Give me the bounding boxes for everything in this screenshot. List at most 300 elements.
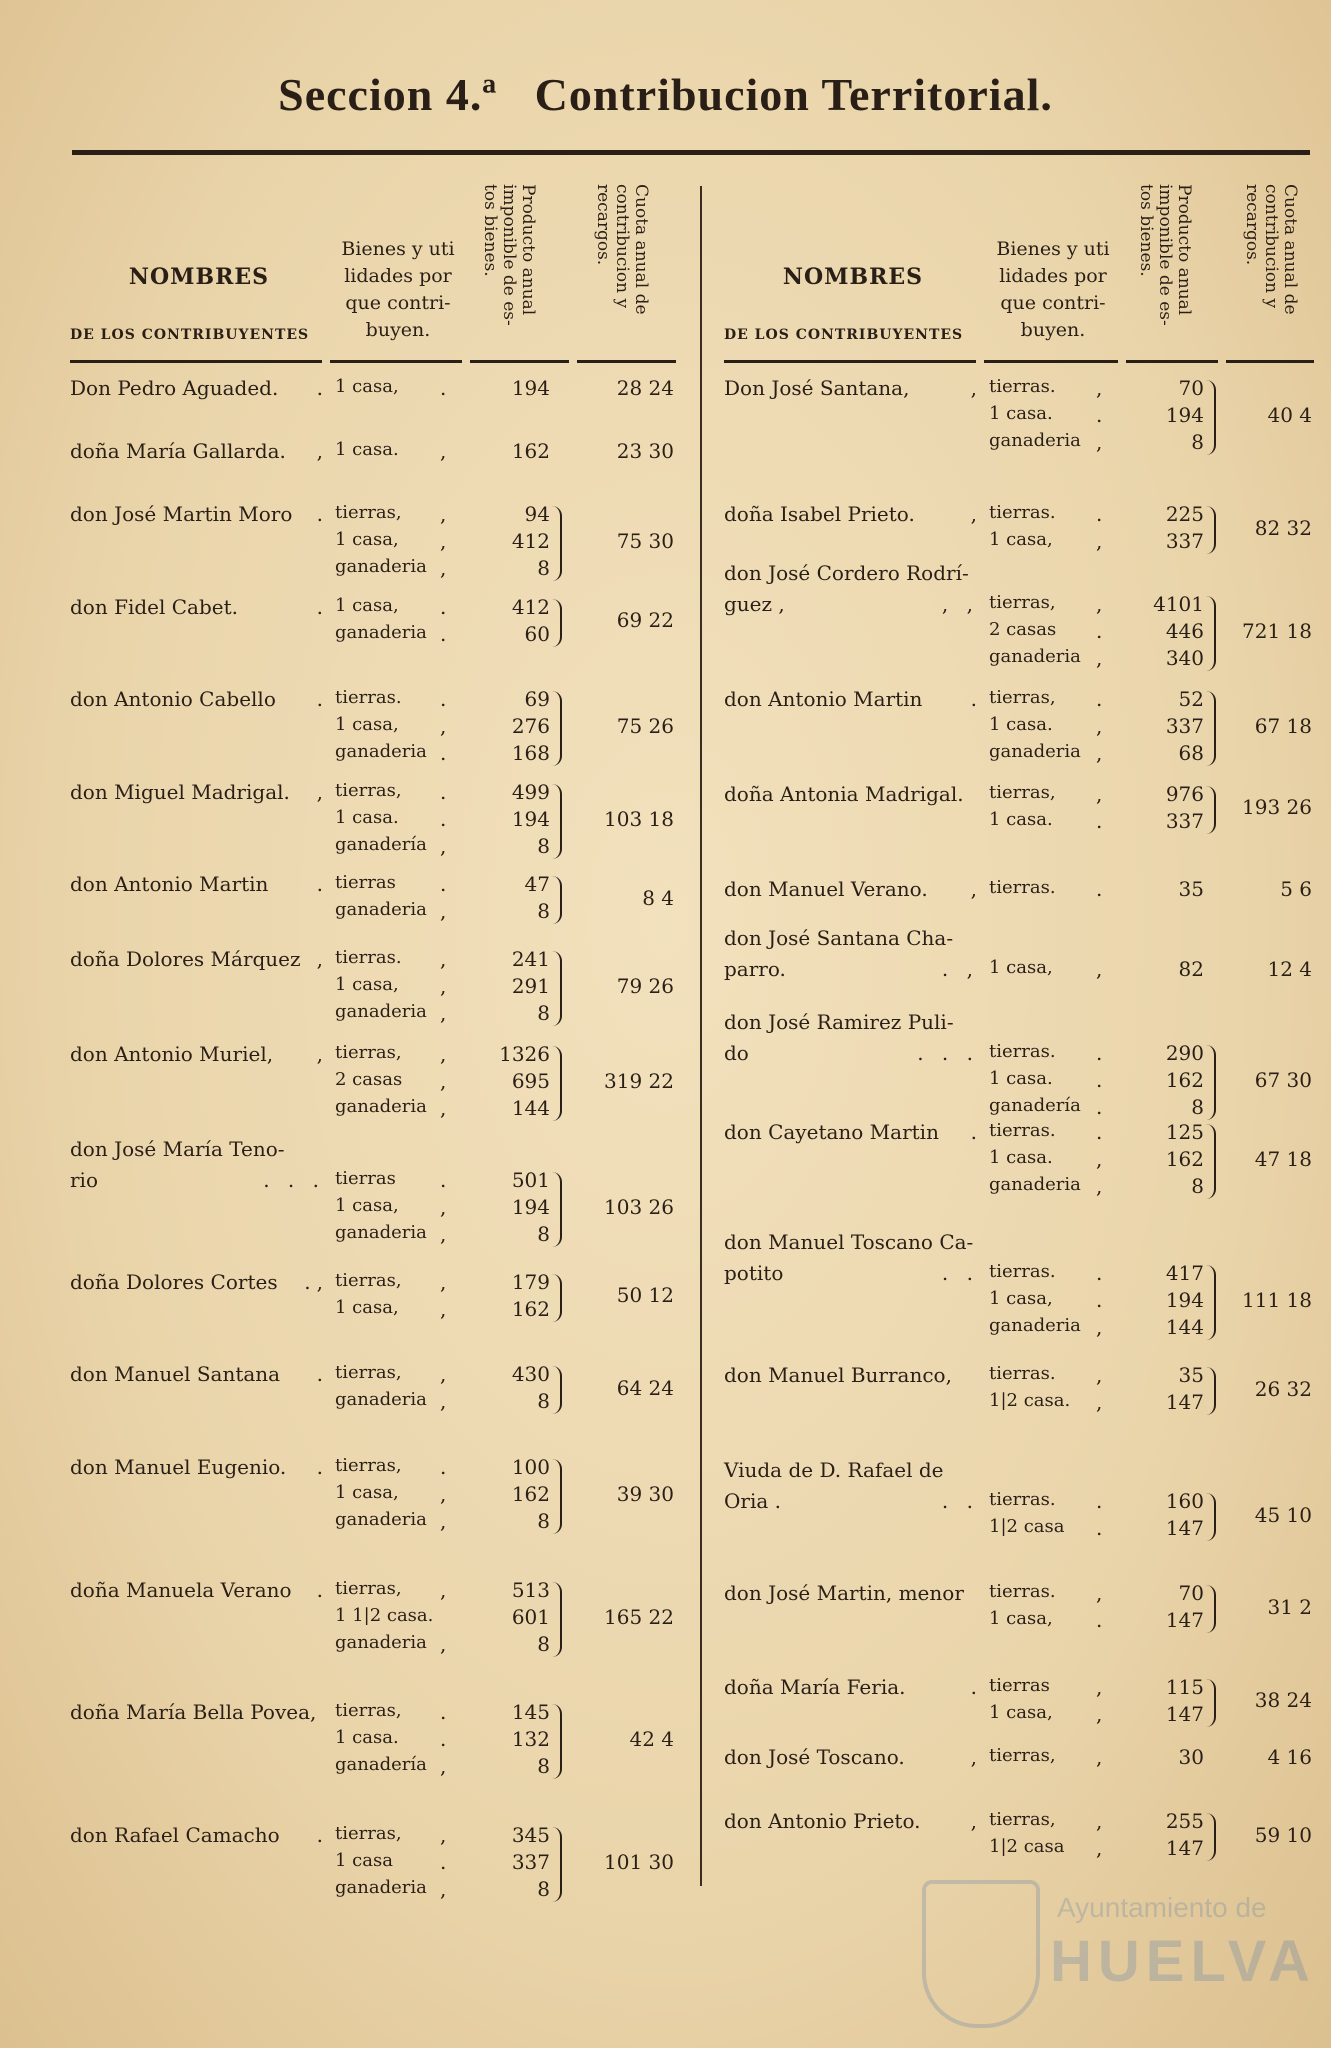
leader-punctuation: . [440, 1167, 447, 1192]
taxpayer-name: don Cayetano Martin [724, 1120, 939, 1145]
taxable-product-value: 291 [511, 973, 550, 998]
property-type: tierras, [335, 1577, 402, 1599]
taxpayer-name: Don José Santana, [724, 376, 910, 400]
property-type: 1 casa, [335, 973, 399, 995]
leader-punctuation: , [440, 1269, 447, 1294]
annual-quota: 26 32 [1254, 1376, 1312, 1401]
property-type: tierras, [335, 1041, 402, 1063]
taxable-product-value: 513 [511, 1577, 550, 1602]
leader-dots: . [316, 1362, 329, 1387]
annual-quota: 4 16 [1267, 1744, 1312, 1769]
property-type: tierras, [335, 1700, 402, 1722]
taxable-product-value: 162 [1165, 1068, 1204, 1093]
taxpayer-name: doña Manuela Verano [70, 1577, 292, 1602]
taxable-product-value: 1326 [499, 1041, 550, 1066]
taxable-product-value: 132 [511, 1727, 550, 1752]
leader-punctuation: , [1096, 1174, 1103, 1199]
annual-quota: 8 4 [642, 885, 674, 910]
left-table [70, 172, 676, 1902]
annual-quota: 75 26 [616, 714, 674, 739]
taxable-product-value: 225 [1165, 502, 1204, 527]
taxable-product-value: 179 [511, 1269, 550, 1294]
taxable-product-value: 337 [1165, 529, 1204, 554]
taxpayer-name: parro. [724, 956, 786, 981]
taxable-product-value: 68 [1178, 741, 1204, 766]
taxpayer-name: Oria . [724, 1489, 781, 1514]
leader-punctuation: , [440, 1095, 447, 1120]
taxable-product-value: 162 [1165, 1147, 1204, 1172]
leader-dots: . [970, 1120, 983, 1145]
header-text-line: que contri- [345, 292, 451, 314]
header-text-line: imponible de es- [499, 184, 519, 326]
header-text-line: Cuota anual de [1280, 184, 1300, 315]
property-type: ganaderia [989, 645, 1081, 667]
property-type: 1 casa, [989, 529, 1053, 551]
header-rule [70, 360, 322, 363]
property-type: ganaderia [335, 1221, 427, 1243]
leader-punctuation: , [1096, 1390, 1103, 1415]
column-divider [700, 186, 702, 1886]
taxable-product-value: 160 [1165, 1489, 1204, 1514]
annual-quota: 193 26 [1242, 795, 1312, 820]
property-type: tierras. [989, 1120, 1056, 1142]
property-type: 1|2 casa [989, 1516, 1065, 1538]
ayuntamiento-huelva-watermark [922, 1880, 1316, 2030]
property-type: ganaderia [335, 1508, 427, 1530]
taxable-product-value: 82 [1178, 956, 1204, 981]
taxable-product-value: 8 [537, 1877, 550, 1902]
taxable-product-value: 35 [1178, 1363, 1204, 1388]
taxpayer-name: rio [70, 1167, 98, 1192]
crest-icon [922, 1880, 1040, 2028]
taxable-product-value: 8 [537, 556, 550, 581]
header-text-line: lidades por [999, 265, 1107, 287]
leader-punctuation: , [440, 833, 447, 858]
leader-punctuation: , [1096, 1809, 1103, 1834]
annual-quota: 721 18 [1242, 618, 1312, 643]
section-title: Contribucion Territorial. [534, 69, 1053, 120]
leader-punctuation: . [1096, 403, 1103, 427]
property-type: ganaderia [335, 621, 427, 643]
grouping-brace [552, 1582, 562, 1657]
header-text-line: Producto anual [518, 184, 538, 316]
column-header-bienes [330, 236, 466, 344]
taxpayer-name: don José María Teno- [70, 1136, 285, 1161]
property-type: tierras [989, 1674, 1050, 1696]
annual-quota: 59 10 [1254, 1822, 1312, 1847]
property-type: ganaderia [335, 1389, 427, 1411]
taxable-product-value: 8 [1191, 430, 1204, 454]
leader-punctuation: . [1096, 1288, 1103, 1313]
annual-quota: 165 22 [604, 1604, 674, 1629]
leader-punctuation: , [440, 1041, 447, 1066]
column-header-nombres: NOMBRES [782, 264, 924, 290]
header-text-line: buyen. [365, 319, 431, 341]
leader-punctuation: , [440, 1481, 447, 1506]
leader-punctuation: , [1096, 376, 1103, 400]
taxable-product-value: 695 [511, 1068, 550, 1093]
property-type: 1 casa. [989, 808, 1053, 830]
header-rule [984, 360, 1118, 363]
taxable-product-value: 241 [511, 946, 550, 971]
leader-punctuation: , [440, 556, 447, 581]
leader-punctuation: . [440, 779, 447, 804]
property-type: ganaderia [989, 1174, 1081, 1196]
taxpayer-name: don Rafael Camacho [70, 1823, 280, 1848]
annual-quota: 12 4 [1267, 956, 1312, 981]
property-type: 2 casas [335, 1068, 403, 1090]
property-type: tierras, [335, 1362, 402, 1384]
taxable-product-value: 412 [511, 529, 550, 554]
leader-dots: . [316, 1823, 329, 1848]
property-type: 1|2 casa. [989, 1390, 1071, 1412]
title-rule [72, 150, 1310, 155]
grouping-brace [552, 1459, 562, 1534]
leader-dots: . [316, 376, 329, 400]
leader-punctuation: , [440, 1389, 447, 1414]
taxable-product-value: 8 [1191, 1095, 1204, 1120]
property-type: ganaderia [989, 741, 1081, 763]
taxable-product-value: 30 [1178, 1744, 1204, 1769]
leader-punctuation: , [1096, 645, 1103, 670]
leader-punctuation: . [440, 594, 447, 619]
taxpayer-name: don Manuel Burranco, [724, 1363, 952, 1388]
taxable-product-value: 8 [537, 1221, 550, 1246]
taxpayer-name: don Antonio Martin [70, 872, 269, 897]
header-rule [1226, 360, 1314, 363]
header-text-line: contribucion y [612, 184, 632, 309]
taxable-product-value: 8 [537, 1000, 550, 1025]
leader-punctuation: , [440, 1296, 447, 1321]
column-header-cuota [593, 184, 650, 359]
leader-dots: ., [304, 1269, 329, 1294]
property-type: 1 1|2 casa. [335, 1604, 434, 1626]
leader-punctuation: . [1096, 1261, 1103, 1286]
property-type: 1 casa. [335, 806, 399, 828]
property-type: ganaderia [989, 1315, 1081, 1337]
column-header-contribuyentes: DE LOS CONTRIBUYENTES [724, 327, 964, 343]
property-type: 1 casa, [335, 529, 399, 551]
taxable-product-value: 345 [511, 1823, 550, 1848]
header-text-line: tos bienes. [1136, 184, 1156, 277]
taxable-product-value: 162 [511, 1296, 550, 1321]
property-type: tierras, [335, 779, 402, 801]
leader-dots: , [316, 946, 329, 971]
leader-dots: , [316, 1041, 329, 1066]
taxpayer-name: Don Pedro Aguaded. [70, 376, 279, 400]
column-header-producto [480, 184, 537, 359]
taxable-product-value: 8 [537, 1508, 550, 1533]
header-text-line: lidades por [344, 265, 452, 287]
column-header-contribuyentes: DE LOS CONTRIBUYENTES [70, 327, 310, 343]
leader-punctuation: . [440, 376, 447, 400]
taxpayer-name: Viuda de D. Rafael de [724, 1458, 944, 1483]
property-type: 1 casa. [335, 1727, 399, 1749]
property-type: tierras. [335, 946, 402, 968]
taxable-product-value: 70 [1178, 1581, 1204, 1606]
taxpayer-name: doña Isabel Prieto. [724, 502, 915, 527]
leader-punctuation: . [440, 1850, 447, 1875]
leader-punctuation: . [1096, 502, 1103, 527]
property-type: 1 casa, [335, 714, 399, 736]
leader-dots: . [316, 1454, 329, 1479]
page-title [0, 68, 1331, 121]
leader-dots: . [970, 1674, 983, 1699]
property-type: tierras. [989, 1261, 1056, 1283]
taxable-product-value: 35 [1178, 876, 1204, 901]
taxpayer-name: potito [724, 1261, 784, 1286]
annual-quota: 103 18 [604, 806, 674, 831]
annual-quota: 69 22 [616, 608, 674, 633]
leader-punctuation: . [1096, 876, 1103, 901]
taxpayer-name: don Miguel Madrigal. [70, 779, 290, 804]
taxpayer-name: don José Martin Moro [70, 502, 293, 527]
taxpayer-name: don Manuel Verano. [724, 876, 928, 901]
leader-punctuation: , [1096, 956, 1103, 981]
right-table-header [724, 172, 1314, 362]
taxpayer-name: don José Martin, menor [724, 1581, 964, 1606]
property-type: tierras, [335, 1454, 402, 1476]
annual-quota: 111 18 [1242, 1288, 1312, 1313]
grouping-brace [552, 1274, 562, 1322]
taxpayer-name: don Antonio Cabello [70, 687, 276, 712]
property-type: 1 casa. [989, 1068, 1053, 1090]
property-type: 1 casa. [335, 439, 399, 461]
taxable-product-value: 94 [524, 502, 550, 527]
property-type: 1|2 casa [989, 1836, 1065, 1858]
taxable-product-value: 147 [1165, 1608, 1204, 1633]
taxable-product-value: 8 [537, 833, 550, 858]
taxable-product-value: 194 [511, 376, 550, 400]
taxpayer-name: doña Antonia Madrigal. [724, 781, 964, 806]
taxable-product-value: 147 [1165, 1836, 1204, 1861]
taxpayer-name: doña Dolores Márquez [70, 946, 301, 971]
leader-punctuation: . [1096, 808, 1103, 833]
taxable-product-value: 8 [537, 1631, 550, 1656]
grouping-brace [552, 1172, 562, 1247]
taxpayer-name: doña María Gallarda. [70, 439, 286, 464]
property-type: tierras, [989, 687, 1056, 709]
taxable-product-value: 145 [511, 1700, 550, 1725]
annual-quota: 319 22 [604, 1068, 674, 1093]
leader-punctuation: , [1096, 1147, 1103, 1172]
leader-dots: . . . [263, 1167, 325, 1192]
taxable-product-value: 501 [511, 1167, 550, 1192]
leader-dots: , [970, 376, 983, 400]
grouping-brace [552, 1046, 562, 1121]
leader-punctuation: . [440, 872, 447, 897]
leader-punctuation: . [440, 687, 447, 712]
taxpayer-name: don Fidel Cabet. [70, 594, 239, 619]
grouping-brace [552, 506, 562, 581]
leader-dots: , [970, 876, 983, 901]
taxable-product-value: 276 [511, 714, 550, 739]
taxable-product-value: 194 [511, 1194, 550, 1219]
taxpayer-name: guez , [724, 591, 785, 616]
annual-quota: 103 26 [604, 1194, 674, 1219]
property-type: 1 casa. [989, 714, 1053, 736]
taxable-product-value: 8 [537, 1754, 550, 1779]
leader-punctuation: . [1096, 618, 1103, 643]
watermark-line2: HUELVA [1050, 1929, 1316, 1994]
property-type: ganaderia [335, 899, 427, 921]
annual-quota: 50 12 [616, 1283, 674, 1308]
property-type: tierras, [989, 781, 1056, 803]
annual-quota: 101 30 [604, 1850, 674, 1875]
taxable-product-value: 430 [511, 1362, 550, 1387]
annual-quota: 23 30 [616, 439, 674, 464]
grouping-brace [552, 951, 562, 1026]
annual-quota: 42 4 [629, 1727, 674, 1752]
property-type: ganadería [335, 833, 427, 855]
property-type: 1 casa, [335, 1481, 399, 1503]
property-type: ganadería [989, 1095, 1081, 1117]
property-type: tierras. [989, 1581, 1056, 1603]
taxable-product-value: 337 [1165, 808, 1204, 833]
taxable-product-value: 194 [1165, 403, 1204, 427]
property-type: 1 casa, [335, 1296, 399, 1318]
taxpayer-name: doña María Bella Povea, [70, 1700, 317, 1725]
header-rule [470, 360, 569, 363]
taxable-product-value: 47 [524, 872, 550, 897]
property-type: tierras. [989, 1041, 1056, 1063]
annual-quota: 64 24 [616, 1375, 674, 1400]
header-text-line: buyen. [1020, 319, 1086, 341]
leader-punctuation: . [1096, 1608, 1103, 1633]
taxable-product-value: 4101 [1153, 591, 1204, 616]
leader-punctuation: . [440, 741, 447, 766]
header-text-line: que contri- [1000, 292, 1106, 314]
property-type: tierras, [335, 1269, 402, 1291]
property-type: 1 casa, [335, 1194, 399, 1216]
taxpayer-name: doña María Feria. [724, 1674, 906, 1699]
column-header-bienes [984, 236, 1122, 344]
leader-punctuation: . [1096, 1120, 1103, 1145]
leader-punctuation: , [440, 502, 447, 527]
section-label: Seccion 4.ª [278, 69, 498, 120]
taxable-product-value: 194 [511, 806, 550, 831]
header-rule [1126, 360, 1218, 363]
annual-quota: 38 24 [1254, 1688, 1312, 1713]
taxable-product-value: 337 [1165, 714, 1204, 739]
property-type: ganaderia [335, 1000, 427, 1022]
taxable-product-value: 144 [511, 1095, 550, 1120]
leader-punctuation: , [1096, 1674, 1103, 1699]
leader-punctuation: , [440, 1508, 447, 1533]
leader-punctuation: , [440, 714, 447, 739]
leader-punctuation: , [440, 1068, 447, 1093]
leader-punctuation: , [440, 973, 447, 998]
leader-punctuation: , [440, 439, 447, 464]
leader-dots: . [316, 502, 329, 527]
taxable-product-value: 412 [511, 594, 550, 619]
taxpayer-name: don José Cordero Rodrí- [724, 560, 969, 585]
taxpayer-name: don José Toscano. [724, 1744, 905, 1769]
taxable-product-value: 446 [1165, 618, 1204, 643]
leader-punctuation: . [1096, 687, 1103, 712]
property-type: tierras [335, 1167, 396, 1189]
leader-dots: . . . [917, 1041, 979, 1066]
leader-punctuation: , [1096, 1363, 1103, 1388]
property-type: ganaderia [335, 741, 427, 763]
leader-dots: . . [941, 1261, 979, 1286]
taxpayer-name: don Manuel Santana [70, 1362, 281, 1387]
leader-dots: , , [941, 591, 979, 616]
annual-quota: 39 30 [616, 1481, 674, 1506]
leader-punctuation: , [1096, 1581, 1103, 1606]
annual-quota: 82 32 [1254, 515, 1312, 540]
annual-quota: 47 18 [1254, 1147, 1312, 1172]
taxable-product-value: 601 [511, 1604, 550, 1629]
header-rule [577, 360, 676, 363]
property-type: 1 casa, [989, 1288, 1053, 1310]
leader-punctuation: . [1096, 1095, 1103, 1120]
annual-quota: 75 30 [616, 529, 674, 554]
leader-dots: . [316, 687, 329, 712]
header-text-line: Producto anual [1174, 184, 1194, 316]
property-type: 1 casa. [989, 1147, 1053, 1169]
taxable-product-value: 8 [1191, 1174, 1204, 1199]
taxable-product-value: 147 [1165, 1390, 1204, 1415]
taxable-product-value: 125 [1165, 1120, 1204, 1145]
taxpayer-name: do [724, 1041, 749, 1066]
taxable-product-value: 69 [524, 687, 550, 712]
leader-punctuation: , [440, 1631, 447, 1656]
taxable-product-value: 162 [511, 439, 550, 464]
header-text-line: imponible de es- [1155, 184, 1175, 326]
leader-dots: , [970, 1744, 983, 1769]
header-text-line: recargos. [1242, 184, 1262, 266]
taxable-product-value: 255 [1165, 1809, 1204, 1834]
property-type: tierras. [335, 687, 402, 709]
header-text-line: Bienes y uti [996, 238, 1110, 260]
taxpayer-name: don Manuel Toscano Ca- [724, 1230, 974, 1255]
property-type: tierras. [989, 376, 1056, 397]
grouping-brace [552, 1704, 562, 1779]
annual-quota: 40 4 [1267, 403, 1312, 427]
leader-punctuation: . [440, 621, 447, 646]
taxpayer-name: doña Dolores Cortes [70, 1269, 278, 1294]
grouping-brace [552, 876, 562, 924]
grouping-brace [552, 1366, 562, 1414]
property-type: 1 casa, [335, 376, 399, 397]
property-type: tierras, [335, 1823, 402, 1845]
taxable-product-value: 337 [511, 1850, 550, 1875]
leader-punctuation: , [440, 1754, 447, 1779]
leader-punctuation: . [440, 1727, 447, 1752]
property-type: ganaderia [335, 1877, 427, 1899]
taxable-product-value: 162 [511, 1481, 550, 1506]
property-type: 1 casa [335, 1850, 393, 1872]
header-text-line: Bienes y uti [341, 238, 455, 260]
right-table [724, 172, 1314, 1872]
property-type: ganaderia [335, 556, 427, 578]
property-type: tierras. [989, 1363, 1056, 1385]
column-header-nombres: NOMBRES [128, 264, 270, 290]
annual-quota: 45 10 [1254, 1502, 1312, 1527]
taxpayer-name: don Antonio Muriel, [70, 1041, 274, 1066]
column-header-cuota [1242, 184, 1299, 359]
property-type: tierras, [989, 591, 1056, 613]
property-type: 1 casa, [335, 594, 399, 616]
taxable-product-value: 115 [1165, 1674, 1204, 1699]
leader-punctuation: , [440, 529, 447, 554]
property-type: 1 casa, [989, 956, 1053, 978]
grouping-brace [552, 1827, 562, 1902]
taxable-product-value: 417 [1165, 1261, 1204, 1286]
taxable-product-value: 340 [1165, 645, 1204, 670]
leader-punctuation: , [1096, 1701, 1103, 1726]
